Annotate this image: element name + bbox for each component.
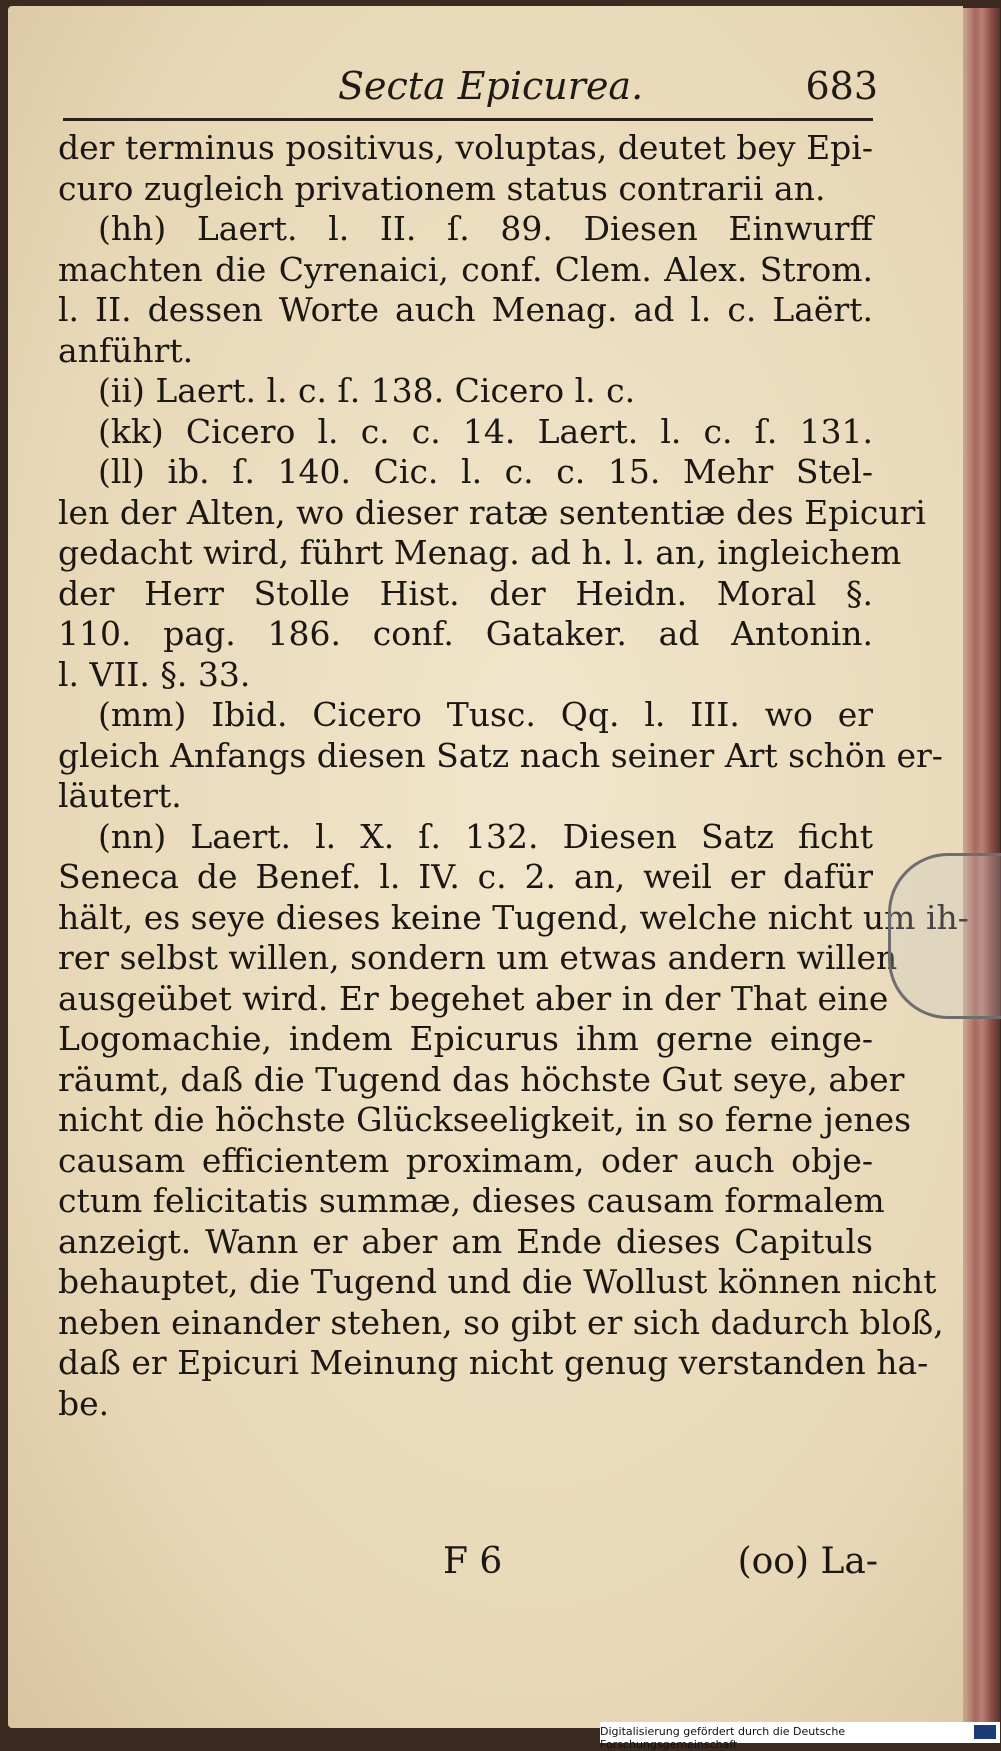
- text-line: anzeigt. Wann er aber am Ende dieses Capituls: [58, 1221, 873, 1261]
- text-line: Seneca de Benef. l. IV. c. 2. an, weil er dafür: [58, 857, 873, 896]
- running-title: Secta Epicurea.: [338, 64, 644, 108]
- book-page: [8, 6, 969, 1728]
- text-line: (hh) Laert. l. II. ſ. 89. Diesen Einwurff: [98, 209, 873, 248]
- text-line: curo zugleich privationem status contrarii an.: [58, 168, 826, 208]
- page-header: [68, 64, 878, 114]
- text-line: machten die Cyrenaici, conf. Clem. Alex. Strom.: [58, 249, 873, 289]
- text-line: (ll) ib. ſ. 140. Cic. l. c. c. 15. Mehr Stel-: [98, 452, 873, 491]
- text-line: be.: [58, 1383, 110, 1423]
- credit-text: Digitalisierung gefördert durch die Deutsche Forschungsgemeinschaft: [600, 1725, 846, 1751]
- text-line: daß er Epicuri Meinung nicht genug verstanden ha-: [58, 1343, 929, 1382]
- text-line: nicht die höchste Glückseeligkeit, in so ferne jenes: [58, 1100, 912, 1139]
- dfg-logo-icon: [974, 1725, 996, 1739]
- text-line: neben einander stehen, so gibt er sich dadurch bloß,: [58, 1302, 944, 1342]
- text-line: gedacht wird, führt Menag. ad h. l. an, ingleichem: [58, 533, 902, 572]
- text-line: gleich Anfangs diesen Satz nach seiner Art schön er-: [58, 735, 943, 775]
- text-line: (kk) Cicero l. c. c. 14. Laert. l. c. ſ. 131.: [98, 411, 873, 451]
- text-line: ausgeübet wird. Er begehet aber in der That eine: [58, 978, 889, 1018]
- text-line: 110. pag. 186. conf. Gataker. ad Antonin.: [58, 614, 873, 653]
- catchword: (oo) La-: [737, 1541, 878, 1582]
- text-line: läutert.: [58, 776, 182, 815]
- page-footer: [68, 1541, 878, 1591]
- text-line: (nn) Laert. l. X. ſ. 132. Diesen Satz ficht: [98, 816, 873, 856]
- text-line: rer selbst willen, sondern um etwas andern willen: [58, 938, 898, 977]
- text-line: (mm) Ibid. Cicero Tusc. Qq. l. III. wo er: [98, 695, 873, 734]
- text-line: hält, es seye dieses keine Tugend, welche nicht um ih-: [58, 897, 969, 937]
- text-line: len der Alten, wo dieser ratæ sententiæ des Epicuri: [58, 492, 926, 532]
- text-line: der Herr Stolle Hist. der Heidn. Moral §.: [58, 573, 873, 613]
- page-number: 683: [805, 64, 878, 108]
- header-rule: [63, 118, 873, 121]
- text-line: Logomachie, indem Epicurus ihm gerne einge-: [58, 1019, 873, 1058]
- signature-mark: F 6: [443, 1541, 503, 1582]
- text-line: räumt, daß die Tugend das höchste Gut seye, aber: [58, 1059, 905, 1099]
- text-line: (ii) Laert. l. c. ſ. 138. Cicero l. c.: [98, 371, 636, 410]
- text-line: anführt.: [58, 330, 194, 370]
- text-line: ctum felicitatis summæ, dieses causam formalem: [58, 1181, 885, 1220]
- text-line: causam efficientem proximam, oder auch obje-: [58, 1140, 873, 1180]
- digitization-credit: [600, 1722, 1000, 1751]
- text-line: der terminus positivus, voluptas, deutet bey Epi-: [58, 128, 873, 167]
- text-line: l. II. dessen Worte auch Menag. ad l. c. Laërt.: [58, 290, 873, 329]
- text-line: behauptet, die Tugend und die Wollust können nicht: [58, 1262, 937, 1301]
- footnote-text: [58, 128, 969, 1424]
- text-line: l. VII. §. 33.: [58, 654, 251, 694]
- page-clip: [888, 853, 1001, 1019]
